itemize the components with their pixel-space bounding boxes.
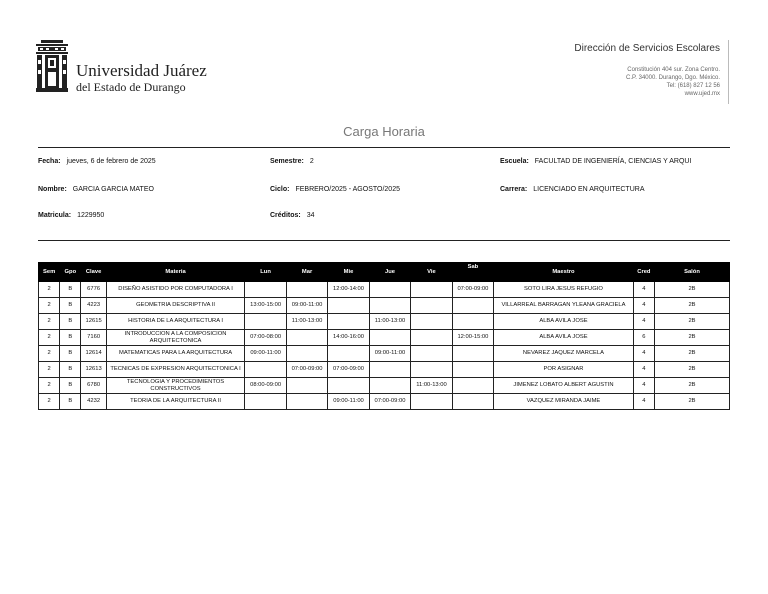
- cell-materia: TEORIA DE LA ARQUITECTURA II: [106, 394, 245, 410]
- cell-materia: INTRODUCCION A LA COMPOSICION ARQUITECTONICA: [106, 330, 245, 346]
- column-header: Jue: [369, 263, 410, 282]
- cell-gpo: B: [60, 362, 81, 378]
- cell-gpo: B: [60, 314, 81, 330]
- cell-sab: [452, 378, 493, 394]
- carrera-value: LICENCIADO EN ARQUITECTURA: [533, 186, 645, 193]
- cell-salon: 2B: [655, 394, 730, 410]
- cell-mie: 09:00-11:00: [328, 394, 369, 410]
- cell-vie: [411, 346, 452, 362]
- cell-mie: 12:00-14:00: [328, 282, 369, 298]
- column-header: Mar: [286, 263, 327, 282]
- table-row: [39, 346, 730, 362]
- cell-jue: [369, 378, 410, 394]
- address-line: Tel: (618) 827 12 56: [666, 83, 720, 89]
- nombre-value: GARCIA GARCIA MATEO: [72, 186, 154, 193]
- cell-materia: TECNOLOGIA Y PROCEDIMIENTOS CONSTRUCTIVOS: [106, 378, 245, 394]
- cell-salon: 2B: [655, 298, 730, 314]
- cell-sem: 2: [39, 330, 60, 346]
- nombre-label: Nombre:: [38, 186, 67, 193]
- cell-mar: 07:00-09:00: [286, 362, 327, 378]
- table-row: [39, 282, 730, 298]
- cell-gpo: B: [60, 346, 81, 362]
- cell-vie: [411, 314, 452, 330]
- cell-cred: 4: [633, 394, 654, 410]
- cell-sab: [452, 314, 493, 330]
- cell-lun: [245, 362, 286, 378]
- cell-maestro: JIMENEZ LOBATO ALBERT AGUSTIN: [494, 378, 634, 394]
- cell-gpo: B: [60, 298, 81, 314]
- fecha-field: [38, 158, 156, 165]
- column-header: Sab: [452, 263, 493, 282]
- cell-salon: 2B: [655, 314, 730, 330]
- cell-sab: [452, 394, 493, 410]
- cell-maestro: SOTO LIRA JESUS REFUGIO: [494, 282, 634, 298]
- cell-sem: 2: [39, 378, 60, 394]
- cell-gpo: B: [60, 378, 81, 394]
- cell-cred: 6: [633, 330, 654, 346]
- cell-maestro: POR ASIGNAR: [494, 362, 634, 378]
- cell-salon: 2B: [655, 346, 730, 362]
- cell-sab: [452, 346, 493, 362]
- column-header: Cred: [633, 263, 654, 282]
- column-header: Clave: [81, 263, 106, 282]
- creditos-field: [270, 212, 315, 219]
- cell-jue: 11:00-13:00: [369, 314, 410, 330]
- university-name: Universidad Juárez: [76, 61, 207, 80]
- matricula-label: Matricula:: [38, 212, 72, 219]
- cell-jue: [369, 330, 410, 346]
- cell-lun: [245, 282, 286, 298]
- fecha-label: Fecha:: [38, 158, 61, 165]
- matricula-field: [38, 212, 104, 219]
- creditos-value: 34: [306, 212, 315, 219]
- cell-materia: GEOMETRIA DESCRIPTIVA II: [106, 298, 245, 314]
- nombre-field: [38, 186, 154, 193]
- cell-sab: [452, 298, 493, 314]
- table-row: [39, 362, 730, 378]
- cell-mar: [286, 394, 327, 410]
- column-header: Mie: [328, 263, 369, 282]
- ciclo-field: [270, 186, 400, 193]
- table-row: [39, 394, 730, 410]
- cell-mie: [328, 314, 369, 330]
- address-line: Constitución 404 sur. Zona Centro.: [627, 67, 720, 73]
- cell-lun: 07:00-08:00: [245, 330, 286, 346]
- cell-salon: 2B: [655, 378, 730, 394]
- table-header-row: [39, 263, 730, 282]
- carrera-label: Carrera:: [500, 186, 528, 193]
- cell-mie: 14:00-16:00: [328, 330, 369, 346]
- cell-materia: HISTORIA DE LA ARQUITECTURA I: [106, 314, 245, 330]
- university-subtitle: del Estado de Durango: [76, 80, 186, 94]
- cell-cred: 4: [633, 298, 654, 314]
- cell-jue: [369, 282, 410, 298]
- cell-sab: [452, 362, 493, 378]
- cell-cred: 4: [633, 346, 654, 362]
- column-header: Vie: [411, 263, 452, 282]
- cell-mie: [328, 378, 369, 394]
- cell-mar: 11:00-13:00: [286, 314, 327, 330]
- cell-lun: [245, 394, 286, 410]
- cell-lun: [245, 314, 286, 330]
- cell-jue: [369, 362, 410, 378]
- bottom-rule: [38, 240, 730, 241]
- document-title: Carga Horaria: [343, 124, 425, 139]
- cell-clave: 6780: [81, 378, 106, 394]
- cell-vie: [411, 282, 452, 298]
- cell-lun: 08:00-09:00: [245, 378, 286, 394]
- column-header: Sem: [39, 263, 60, 282]
- cell-maestro: ALBA AVILA JOSE: [494, 314, 634, 330]
- cell-clave: 7160: [81, 330, 106, 346]
- semestre-field: [270, 158, 314, 165]
- cell-maestro: VAZQUEZ MIRANDA JAIME: [494, 394, 634, 410]
- cell-mar: [286, 330, 327, 346]
- office-address: [520, 66, 720, 98]
- schedule-table: [38, 262, 730, 410]
- cell-sem: 2: [39, 282, 60, 298]
- cell-clave: 12614: [81, 346, 106, 362]
- cell-vie: 11:00-13:00: [411, 378, 452, 394]
- semestre-label: Semestre:: [270, 158, 304, 165]
- office-name: Dirección de Servicios Escolares: [574, 43, 720, 54]
- cell-maestro: VILLARREAL BARRAGAN YLEANA GRACIELA: [494, 298, 634, 314]
- ciclo-label: Ciclo:: [270, 186, 290, 193]
- cell-gpo: B: [60, 282, 81, 298]
- cell-sem: 2: [39, 314, 60, 330]
- cell-sab: 07:00-09:00: [452, 282, 493, 298]
- matricula-value: 1229950: [77, 212, 105, 219]
- ciclo-value: FEBRERO/2025 - AGOSTO/2025: [295, 186, 400, 193]
- header-divider: [728, 40, 729, 104]
- cell-cred: 4: [633, 378, 654, 394]
- cell-lun: 13:00-15:00: [245, 298, 286, 314]
- semestre-value: 2: [309, 158, 314, 165]
- table-row: [39, 314, 730, 330]
- column-header: Lun: [245, 263, 286, 282]
- cell-materia: MATEMATICAS PARA LA ARQUITECTURA: [106, 346, 245, 362]
- cell-salon: 2B: [655, 362, 730, 378]
- cell-mar: [286, 346, 327, 362]
- cell-salon: 2B: [655, 282, 730, 298]
- cell-mar: 09:00-11:00: [286, 298, 327, 314]
- column-header: Materia: [106, 263, 245, 282]
- cell-mie: 07:00-09:00: [328, 362, 369, 378]
- address-line: C.P. 34000. Durango, Dgo. México.: [626, 75, 720, 81]
- cell-gpo: B: [60, 330, 81, 346]
- cell-gpo: B: [60, 394, 81, 410]
- table-row: [39, 378, 730, 394]
- creditos-label: Créditos:: [270, 212, 301, 219]
- cell-sab: 12:00-15:00: [452, 330, 493, 346]
- cell-clave: 12613: [81, 362, 106, 378]
- cell-maestro: NEVAREZ JAQUEZ MARCELA: [494, 346, 634, 362]
- cell-materia: TECNICAS DE EXPRESION ARQUITECTONICA I: [106, 362, 245, 378]
- cell-jue: 07:00-09:00: [369, 394, 410, 410]
- cell-lun: 09:00-11:00: [245, 346, 286, 362]
- cell-sem: 2: [39, 298, 60, 314]
- cell-vie: [411, 330, 452, 346]
- fecha-value: jueves, 6 de febrero de 2025: [66, 158, 156, 165]
- cell-cred: 4: [633, 314, 654, 330]
- cell-clave: 12615: [81, 314, 106, 330]
- cell-clave: 6776: [81, 282, 106, 298]
- column-header: Gpo: [60, 263, 81, 282]
- carrera-field: [500, 186, 645, 193]
- cell-mar: [286, 378, 327, 394]
- cell-vie: [411, 362, 452, 378]
- top-rule: [38, 147, 730, 148]
- cell-sem: 2: [39, 362, 60, 378]
- cell-vie: [411, 298, 452, 314]
- cell-salon: 2B: [655, 330, 730, 346]
- cell-clave: 4223: [81, 298, 106, 314]
- address-line: www.ujed.mx: [684, 91, 720, 97]
- cell-jue: [369, 298, 410, 314]
- cell-mie: [328, 298, 369, 314]
- cell-clave: 4232: [81, 394, 106, 410]
- university-logo: [36, 40, 68, 92]
- cell-maestro: ALBA AVILA JOSE: [494, 330, 634, 346]
- cell-materia: DISEÑO ASISTIDO POR COMPUTADORA I: [106, 282, 245, 298]
- escuela-label: Escuela:: [500, 158, 529, 165]
- cell-sem: 2: [39, 394, 60, 410]
- cell-cred: 4: [633, 362, 654, 378]
- escuela-field: [500, 158, 691, 165]
- cell-sem: 2: [39, 346, 60, 362]
- cell-vie: [411, 394, 452, 410]
- cell-jue: 09:00-11:00: [369, 346, 410, 362]
- column-header: Salón: [655, 263, 730, 282]
- table-row: [39, 298, 730, 314]
- cell-mie: [328, 346, 369, 362]
- cell-cred: 4: [633, 282, 654, 298]
- cell-mar: [286, 282, 327, 298]
- column-header: Maestro: [494, 263, 634, 282]
- escuela-value: FACULTAD DE INGENIERÍA, CIENCIAS Y ARQUI: [534, 158, 692, 165]
- table-row: [39, 330, 730, 346]
